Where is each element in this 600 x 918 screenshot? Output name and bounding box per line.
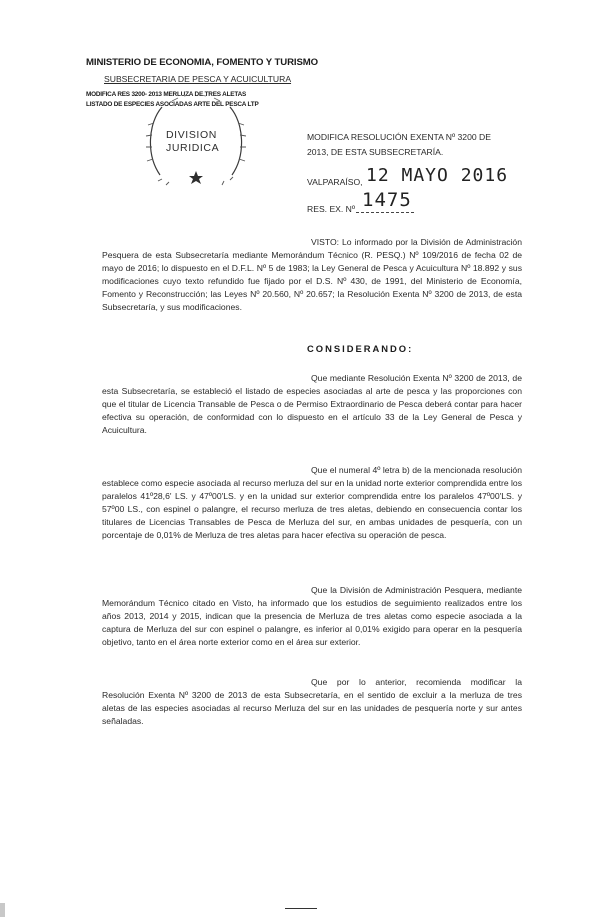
- seal-label: [166, 129, 219, 155]
- considerando-paragraph-2: Que el numeral 4º letra b) de la mencionada resolución establece como especie asociada al recurso merluza del sur en la unidad norte exterior comprendida entre los paralelos 41º28,6' LS. y 47º00'LS. y en la unidad sur exterior comprendida entre los paralelos 47º00'LS. y 57º00 LS., con espinel o palangre, el recurso merluza de tres aletas, debiendo en consecuencia contar los titulares de Licencias Transables de Pesca de Merluza del sur, en ambas unidades de pesquería, con un porcentaje de 0,01% de Merluza de tres aletas para hacer efectiva su operación de pesca.: [102, 465, 522, 540]
- place-label: VALPARAÍSO,: [307, 177, 363, 187]
- resolution-number-underline: [356, 212, 414, 213]
- seal-line-juridica: JURIDICA: [166, 142, 220, 154]
- ministry-heading: MINISTERIO DE ECONOMIA, FOMENTO Y TURISMO: [86, 57, 319, 68]
- seal-line-division: DIVISION: [166, 129, 217, 141]
- reference-line-modifica: MODIFICA RES 3200- 2013 MERLUZA DE TRES ALETAS: [86, 91, 247, 98]
- considerando-paragraph-4: Que por lo anterior, recomienda modificar la Resolución Exenta Nº 3200 de 2013 de esta Subsecretaría, en el sentido de excluir a la merluza de tres aletas de las especies asociadas al recurso Merluza del sur en las unidades de pesquería norte y sur antes señaladas.: [102, 677, 522, 726]
- subsecretaria-heading: SUBSECRETARIA DE PESCA Y ACUICULTURA: [104, 74, 292, 84]
- resolution-number: 1475: [362, 189, 412, 211]
- considerando-heading: CONSIDERANDO:: [307, 343, 414, 354]
- subject-line-1: MODIFICA RESOLUCIÓN EXENTA Nº 3200 DE: [307, 132, 491, 142]
- considerando-paragraph-1: Que mediante Resolución Exenta Nº 3200 de 2013, de esta Subsecretaría, se estableció el listado de especies asociadas al arte de pesca y las proporciones con que el titular de Licencia Transable de Pesca o de Permiso Extraordinario de Pesca deberá contar para hacer efectiva su operación, de conformidad con lo dispuesto en el artículo 33 de la Ley General de Pesca y Acuicultura.: [102, 373, 522, 435]
- subject-line-2: 2013, DE ESTA SUBSECRETARÍA.: [307, 147, 444, 157]
- considerando-paragraph-3: Que la División de Administración Pesquera, mediante Memorándum Técnico citado en Visto, ha informado que los estudios de seguimiento realizados entre los años 2013, 2014 y 2015, indican que la presencia de Merluza de tres aletas como especie asociada a la captura de Merluza del sur con espinel o palangre, es inferior al 0,01% exigido para operar en la pesquería objetivo, tanto en el área norte exterior como en el área sur exterior.: [102, 585, 522, 647]
- document-subject: [307, 130, 491, 160]
- footer-rule: [285, 908, 317, 909]
- date-stamp: 12 MAYO 2016: [366, 165, 509, 186]
- res-ex-label: RES. EX. Nº: [307, 204, 356, 214]
- visto-paragraph: VISTO: Lo informado por la División de Administración Pesquera de esta Subsecretaría mediante Memorándum Técnico (R. PESQ.) Nº 109/2016 de fecha 02 de mayo de 2016; lo dispuesto en el D.F.L. Nº 5 de 1983; la Ley General de Pesca y Acuicultura Nº 18.892 y sus modificaciones cuyo texto refundido fue fijado por el D.S. Nº 430, de 1991, del Ministerio de Economía, Fomento y Reconstrucción; las Leyes Nº 20.560, Nº 20.657; la Resolución Exenta Nº 3200 de 2013, de esta Subsecretaría, y sus modificaciones.: [102, 237, 522, 312]
- scan-edge-mark: [0, 903, 5, 917]
- reference-line-listado: LISTADO DE ESPECIES ASOCIADAS ARTE DEL PESCA LTP: [86, 101, 259, 108]
